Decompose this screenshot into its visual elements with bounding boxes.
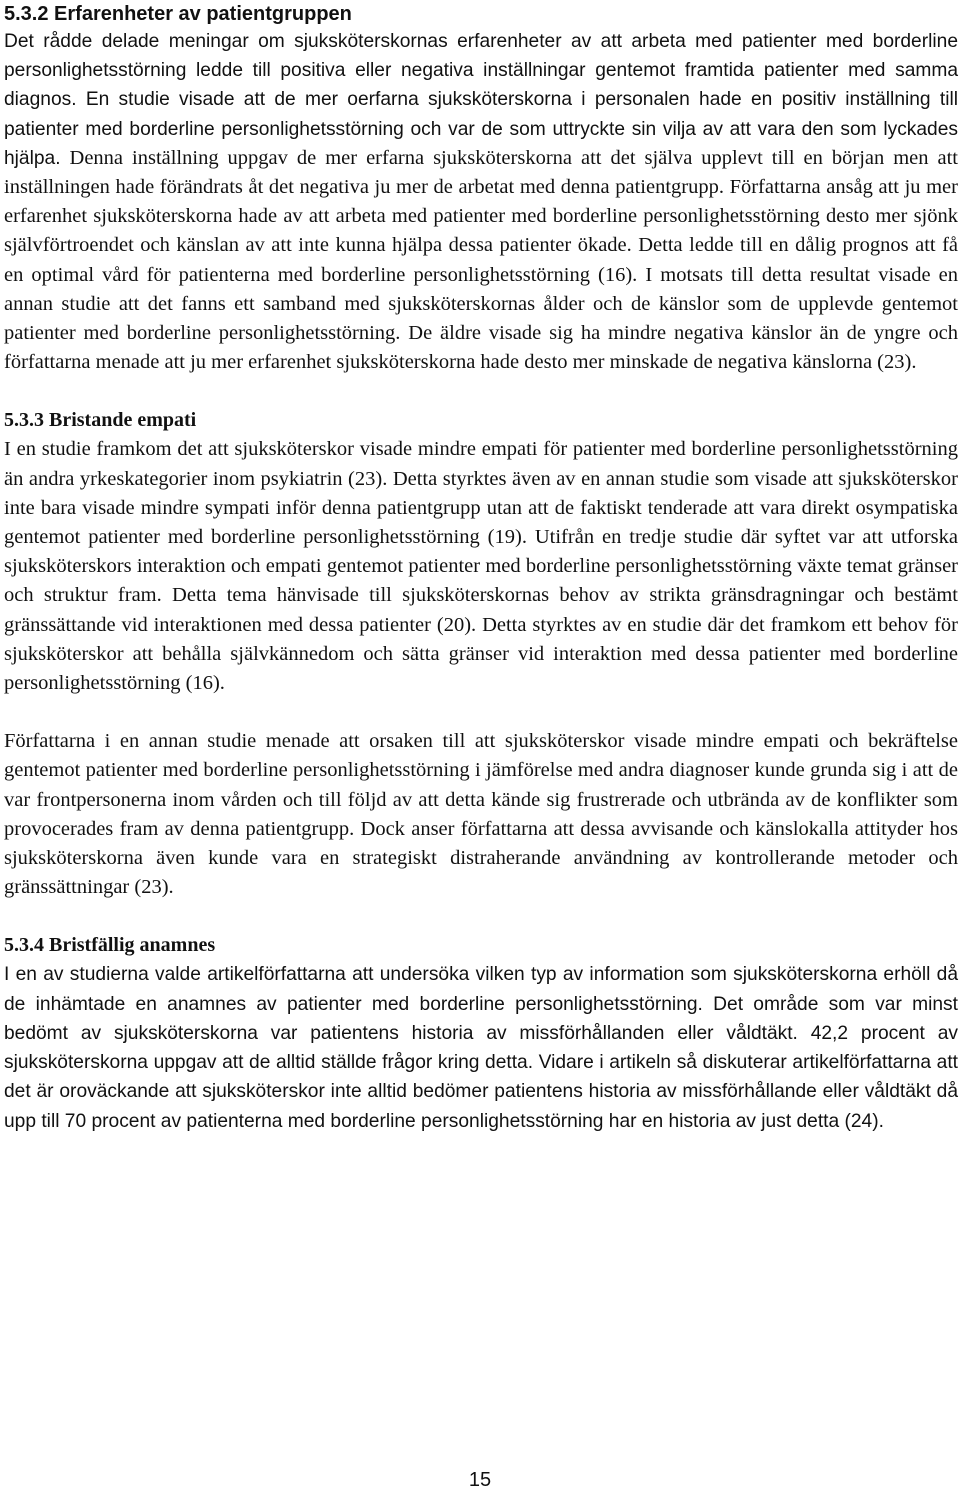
- page-number: 15: [468, 1469, 492, 1491]
- section-heading-5-3-3: 5.3.3 Bristande empati: [4, 409, 197, 432]
- section-5-3-3-paragraph-1: I en studie framkom det att sjuksköterskor visade mindre empati för patienter med borderline personlighetsstörning än andra yrkeskategorier inom psykiatrin (23). Detta styrktes även av en annan studie som visade att sjuksköterskor inte bara visade mindre sympati inför denna patientgrupp utan att de faktiskt tenderade att vara direkt osympatiska gentemot patienter med borderline personlighetsstörning (19). Utifrån en tredje studie där syftet var att utforska sjuksköterskors interaktion och empati gentemot patienter med borderline personlighetsstörning växte temat gränser och struktur fram. Detta tema hänvisade till sjuksköterskornas behov av strikta gränsdragningar och bestämt gränssättande vid interaktionen med dessa patienter (20). Detta styrktes av en studie där det framkom ett behov för sjuksköterskor att behålla självkännedom och sätta gränser vid interaktion med dessa patienter med borderline personlighetsstörning (16).: [4, 438, 958, 695]
- section-5-3-2-paragraph: [4, 27, 958, 377]
- document-page: [4, 0, 958, 1136]
- section-5-3-2-body-text: Denna inställning uppgav de mer erfarna sjuksköterskorna att det själva upplevt till en början men att inställningen hade förändrats åt det negativa ju mer de arbetat med denna patientgrupp. Författarna ansåg att ju mer erfarenhet sjuksköterskorna hade av att arbeta med patienter med borderline personlighetsstörning desto mer sjönk självförtroendet och känslan av att inte kunna hjälpa dessa patienter ökade. Detta ledde till en dålig prognos att få en optimal vård för patienterna med borderline personlighetsstörning (16). I motsats till detta resultat visade en annan studie att det fanns ett samband med sjuksköterskornas ålder och de känslor som de upplevde gentemot patienter med borderline personlighetsstörning. De äldre visade sig ha mindre negativa känslor än de yngre och författarna menade att ju mer erfarenhet sjuksköterskorna hade desto mer minskade de negativa känslorna (23).: [4, 146, 958, 374]
- section-5-3-3-paragraph-2: Författarna i en annan studie menade att orsaken till att sjuksköterskor visade mindre empati och bekräftelse gentemot patienter med borderline personlighetsstörning i jämförelse med andra diagnoser kunde grunda sig i att de var frontpersonerna inom vården och till följd av att detta kände sig frustrerade och utbrända av de konflikter som provocerades fram av denna patientgrupp. Dock anser författarna att dessa avvisande och känslokalla attityder hos sjuksköterskorna även kunde vara en strategiskt distraherande användning av kontrollerande metoder och gränssättningar (23).: [4, 730, 958, 899]
- section-5-3-2-intro-text: Det rådde delade meningar om sjuksköterskornas erfarenheter av att arbeta med patienter med borderline personlighetsstörning ledde till positiva eller negativa inställningar gentemot framtida patienter med samma diagnos. En studie visade att de mer oerfarna sjuksköterskorna i personalen hade en positiv inställning till patienter med borderline personlighetsstörning och var de som uttryckte sin vilja av att vara den som lyckades hjälpa.: [4, 31, 958, 169]
- section-heading-5-3-2: 5.3.2 Erfarenheter av patientgruppen: [4, 3, 352, 25]
- section-heading-5-3-4: 5.3.4 Bristfällig anamnes: [4, 934, 216, 957]
- section-5-3-4-paragraph: I en av studierna valde artikelförfattarna att undersöka vilken typ av information som sjuksköterskorna erhöll då de inhämtade en anamnes av patienter med borderline personlighetsstörning. Det område som var minst bedömt av sjuksköterskorna var patientens historia av missförhållanden eller våldtäkt. 42,2 procent av sjuksköterskorna uppgav att de alltid ställde frågor kring detta. Vidare i artikeln så diskuterar artikelförfattarna att det är oroväckande att sjuksköterskor inte alltid bedömer patientens historia av missförhållande eller våldtäkt då upp till 70 procent av patienterna med borderline personlighetsstörning har en historia av just detta (24).: [4, 964, 958, 1132]
